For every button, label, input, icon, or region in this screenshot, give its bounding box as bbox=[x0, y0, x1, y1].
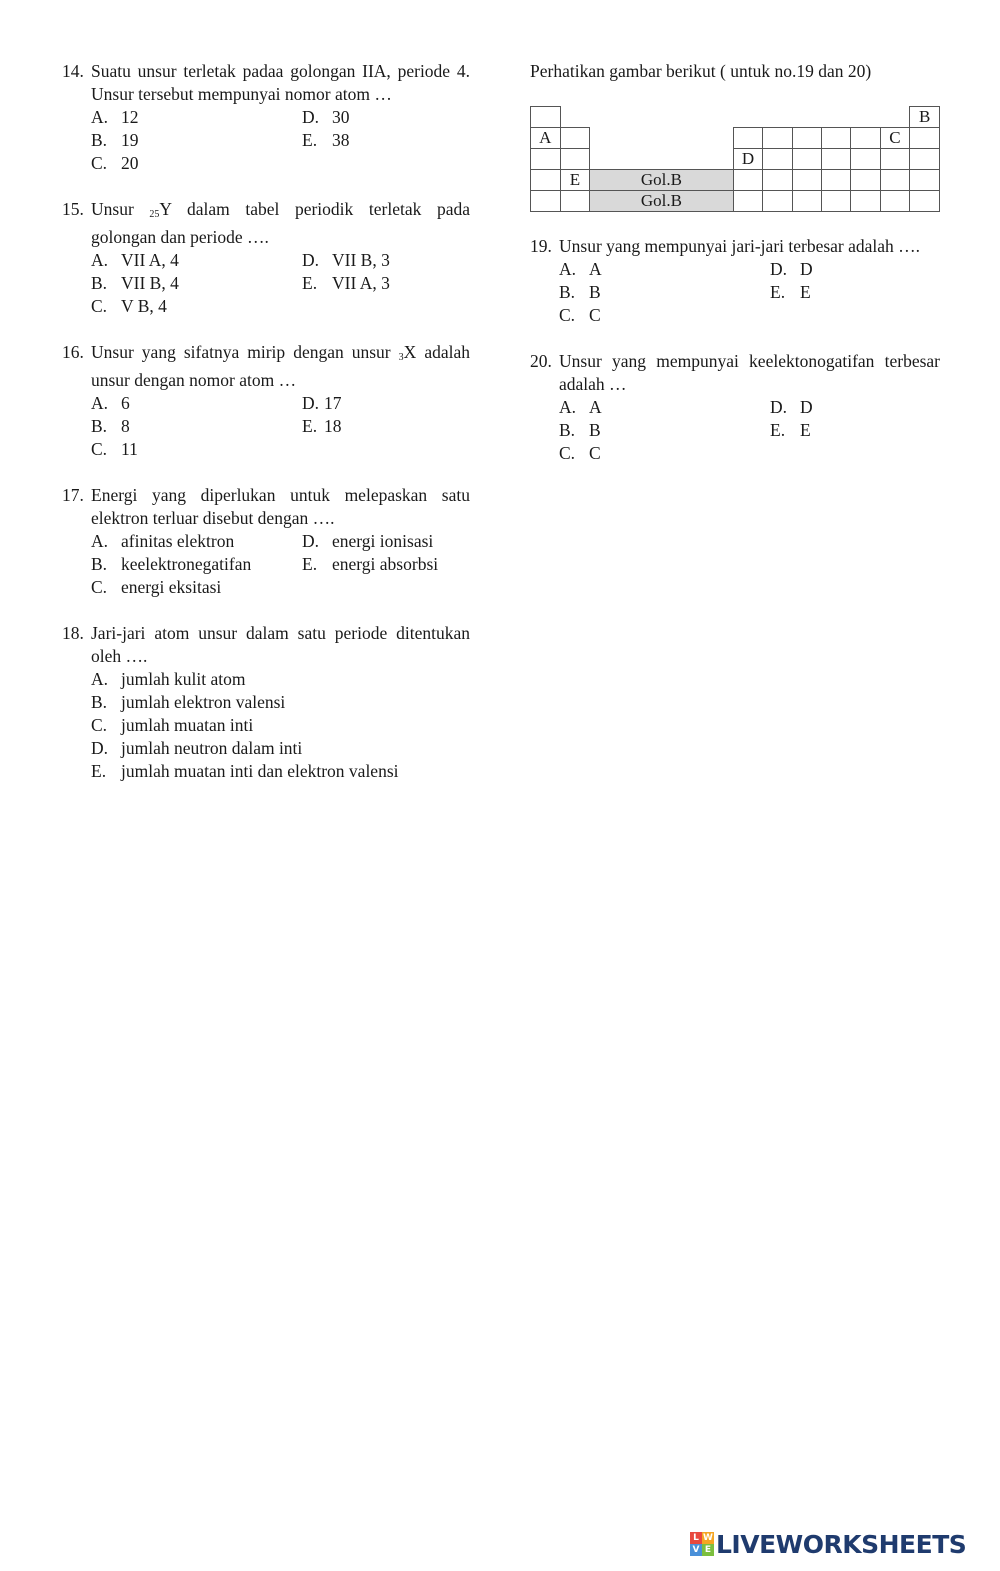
option-b[interactable]: B. keelektronegatifan bbox=[91, 554, 252, 574]
option-e[interactable]: E. 18 bbox=[302, 416, 342, 436]
question-number: 14. bbox=[62, 61, 84, 81]
element-d: D bbox=[733, 149, 763, 170]
option-c[interactable]: C. energi eksitasi bbox=[91, 577, 222, 597]
question-19 bbox=[530, 235, 940, 327]
question-stem: Unsur $_{25}$Y dalam tabel periodik terletak pada golongan dan periode …. bbox=[91, 199, 471, 247]
option-b[interactable]: B. VII B, 4 bbox=[91, 273, 179, 293]
option-d[interactable]: D. 17 bbox=[302, 393, 342, 413]
question-16 bbox=[62, 341, 470, 461]
question-number: 15. bbox=[62, 199, 84, 219]
option-d[interactable]: D. VII B, 3 bbox=[302, 250, 390, 270]
option-d[interactable]: D. D bbox=[770, 259, 813, 279]
option-a[interactable]: A. A bbox=[559, 397, 602, 417]
question-stem: Unsur yang sifatnya mirip dengan unsur $_3$X adalah unsur dengan nomor atom … bbox=[91, 342, 470, 390]
logo-icon: L W V E bbox=[690, 1532, 714, 1556]
question-number: 19. bbox=[530, 236, 552, 256]
right-column bbox=[530, 60, 940, 488]
question-stem: Energi yang diperlukan untuk melepaskan satu elektron terluar disebut dengan …. bbox=[91, 485, 470, 528]
option-c[interactable]: C. jumlah muatan inti bbox=[91, 715, 254, 735]
figure-intro: Perhatikan gambar berikut ( untuk no.19 dan 20) bbox=[530, 61, 872, 81]
question-number: 20. bbox=[530, 351, 552, 371]
option-e[interactable]: E. 38 bbox=[302, 130, 350, 150]
transition-block-label: Gol.B bbox=[590, 191, 734, 212]
liveworksheets-logo[interactable] bbox=[690, 1526, 988, 1562]
option-c[interactable]: C. V B, 4 bbox=[91, 296, 167, 316]
question-20 bbox=[530, 350, 940, 465]
question-17 bbox=[62, 484, 470, 599]
option-d[interactable]: D. energi ionisasi bbox=[302, 531, 434, 551]
question-number: 18. bbox=[62, 623, 84, 643]
question-stem: Unsur yang mempunyai keelektonogatifan terbesar adalah … bbox=[559, 351, 940, 394]
left-column bbox=[62, 60, 470, 806]
option-a[interactable]: A. afinitas elektron bbox=[91, 531, 235, 551]
question-stem: Jari-jari atom unsur dalam satu periode ditentukan oleh …. bbox=[91, 623, 470, 666]
periodic-table-diagram bbox=[530, 106, 940, 212]
option-e[interactable]: E. E bbox=[770, 282, 811, 302]
element-e: E bbox=[560, 170, 590, 191]
transition-block-label: Gol.B bbox=[590, 170, 734, 191]
question-stem: Suatu unsur terletak padaa golongan IIA, periode 4. Unsur tersebut mempunyai nomor atom … bbox=[91, 61, 470, 104]
question-14 bbox=[62, 60, 470, 175]
option-c[interactable]: C. 20 bbox=[91, 153, 139, 173]
logo-text: LIVEWORKSHEETS bbox=[716, 1529, 967, 1559]
option-a[interactable]: A. jumlah kulit atom bbox=[91, 669, 246, 689]
option-b[interactable]: B. B bbox=[559, 420, 601, 440]
element-c: C bbox=[880, 128, 910, 149]
question-18 bbox=[62, 622, 470, 783]
question-stem: Unsur yang mempunyai jari-jari terbesar adalah …. bbox=[559, 236, 921, 256]
option-b[interactable]: B. 19 bbox=[91, 130, 139, 150]
option-b[interactable]: B. B bbox=[559, 282, 601, 302]
option-d[interactable]: D. D bbox=[770, 397, 813, 417]
element-b: B bbox=[910, 107, 940, 128]
question-number: 17. bbox=[62, 485, 84, 505]
option-d[interactable]: D. 30 bbox=[302, 107, 350, 127]
option-a[interactable]: A. A bbox=[559, 259, 602, 279]
option-a[interactable]: A. VII A, 4 bbox=[91, 250, 179, 270]
option-e[interactable]: E. energi absorbsi bbox=[302, 554, 439, 574]
question-number: 16. bbox=[62, 342, 84, 362]
option-b[interactable]: B. jumlah elektron valensi bbox=[91, 692, 286, 712]
option-e[interactable]: E. E bbox=[770, 420, 811, 440]
option-e[interactable]: E. VII A, 3 bbox=[302, 273, 390, 293]
option-d[interactable]: D. jumlah neutron dalam inti bbox=[91, 738, 303, 758]
option-b[interactable]: B. 8 bbox=[91, 416, 130, 436]
option-a[interactable]: A. 12 bbox=[91, 107, 139, 127]
option-a[interactable]: A. 6 bbox=[91, 393, 130, 413]
option-c[interactable]: C. C bbox=[559, 305, 601, 325]
question-15 bbox=[62, 198, 470, 318]
option-c[interactable]: C. 11 bbox=[91, 439, 138, 459]
option-c[interactable]: C. C bbox=[559, 443, 601, 463]
element-a: A bbox=[531, 128, 561, 149]
option-e[interactable]: E. jumlah muatan inti dan elektron valensi bbox=[91, 761, 399, 781]
